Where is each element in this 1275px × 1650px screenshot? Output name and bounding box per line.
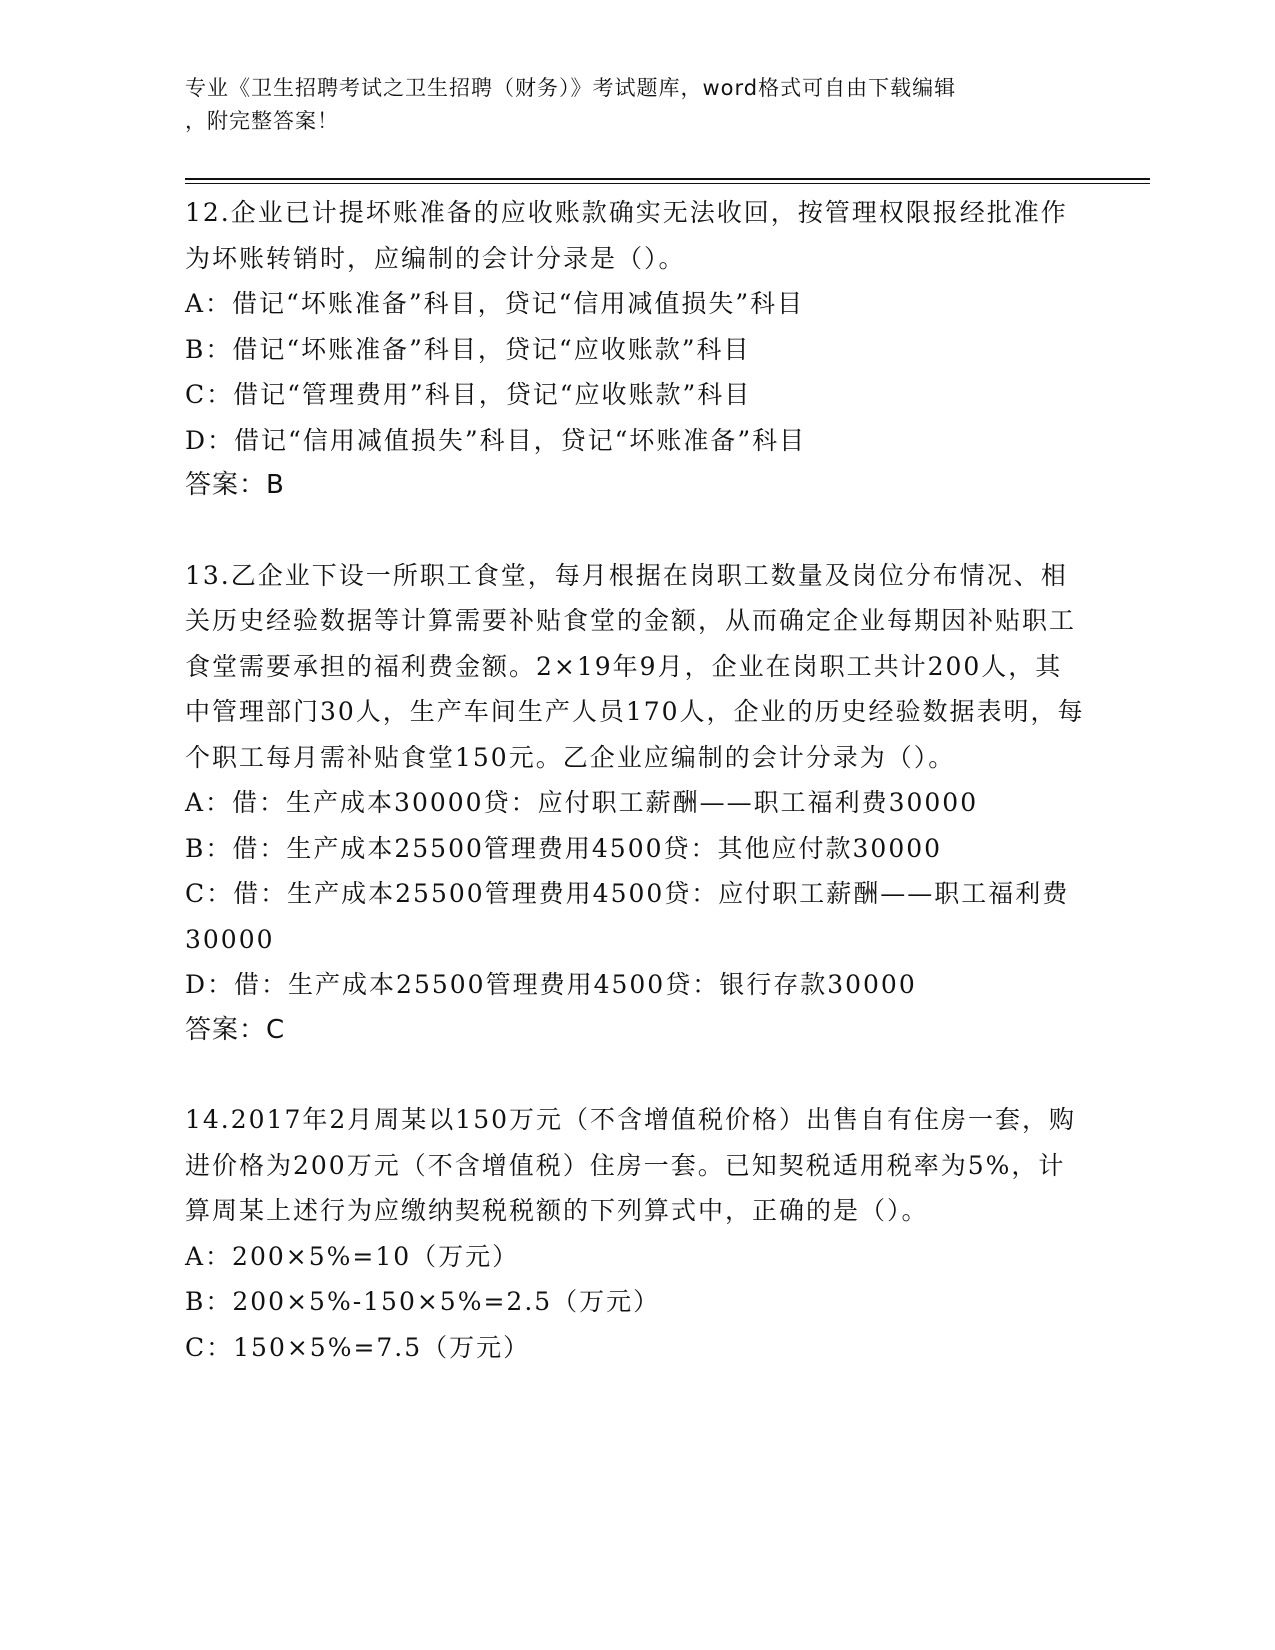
option-d: D：借记“信用减值损失”科目，贷记“坏账准备”科目 bbox=[185, 425, 807, 455]
header-line-1: 专业《卫生招聘考试之卫生招聘（财务）》考试题库，word格式可自由下载编辑 bbox=[185, 76, 957, 100]
question-stem: 13.乙企业下设一所职工食堂，每月根据在岗职工数量及岗位分布情况、相关历史经验数据等计算需要补贴食堂的金额，从而确定企业每期因补贴职工食堂需要承担的福利费金额。2×19年9月，企业在岗职工共计200人，其中管理部门30人，生产车间生产人员170人，企业的历史经验数据表明，每个职工每月需补贴食堂150元。乙企业应编制的会计分录为（）。 bbox=[185, 560, 1085, 772]
header-rule-thin bbox=[185, 183, 1150, 184]
option-a: A：200×5%=10（万元） bbox=[185, 1241, 520, 1271]
answer-line: 答案：C bbox=[185, 1014, 286, 1045]
question-13 bbox=[185, 553, 1085, 1054]
option-b: B：200×5%-150×5%=2.5（万元） bbox=[185, 1287, 661, 1316]
answer-line: 答案：B bbox=[185, 470, 285, 500]
option-b: B：借记“坏账准备”科目，贷记“应收账款”科目 bbox=[185, 334, 751, 364]
option-c: C：借记“管理费用”科目，贷记“应收账款”科目 bbox=[185, 380, 752, 409]
header-rule-thick bbox=[185, 178, 1150, 180]
document-header bbox=[185, 72, 1065, 138]
option-a: A：借：生产成本30000贷：应付职工薪酬——职工福利费30000 bbox=[185, 788, 979, 817]
question-list bbox=[185, 190, 1085, 1414]
option-d: D：借：生产成本25500管理费用4500贷：银行存款30000 bbox=[185, 970, 917, 999]
question-14 bbox=[185, 1097, 1085, 1370]
header-line-2: ，附完整答案！ bbox=[185, 109, 339, 133]
option-a: A：借记“坏账准备”科目，贷记“信用减值损失”科目 bbox=[185, 289, 805, 318]
question-12 bbox=[185, 190, 1085, 509]
option-b: B：借：生产成本25500管理费用4500贷：其他应付款30000 bbox=[185, 833, 943, 863]
question-stem: 14.2017年2月周某以150万元（不含增值税价格）出售自有住房一套，购进价格为200万元（不含增值税）住房一套。已知契税适用税率为5%，计算周某上述行为应缴纳契税税额的下列算式中，正确的是（）。 bbox=[185, 1105, 1077, 1225]
option-c: C：150×5%=7.5（万元） bbox=[185, 1332, 531, 1362]
option-c: C：借：生产成本25500管理费用4500贷：应付职工薪酬——职工福利费30000 bbox=[185, 879, 1070, 954]
question-stem: 12.企业已计提坏账准备的应收账款确实无法收回，按管理权限报经批准作为坏账转销时，应编制的会计分录是（）。 bbox=[185, 198, 1068, 273]
